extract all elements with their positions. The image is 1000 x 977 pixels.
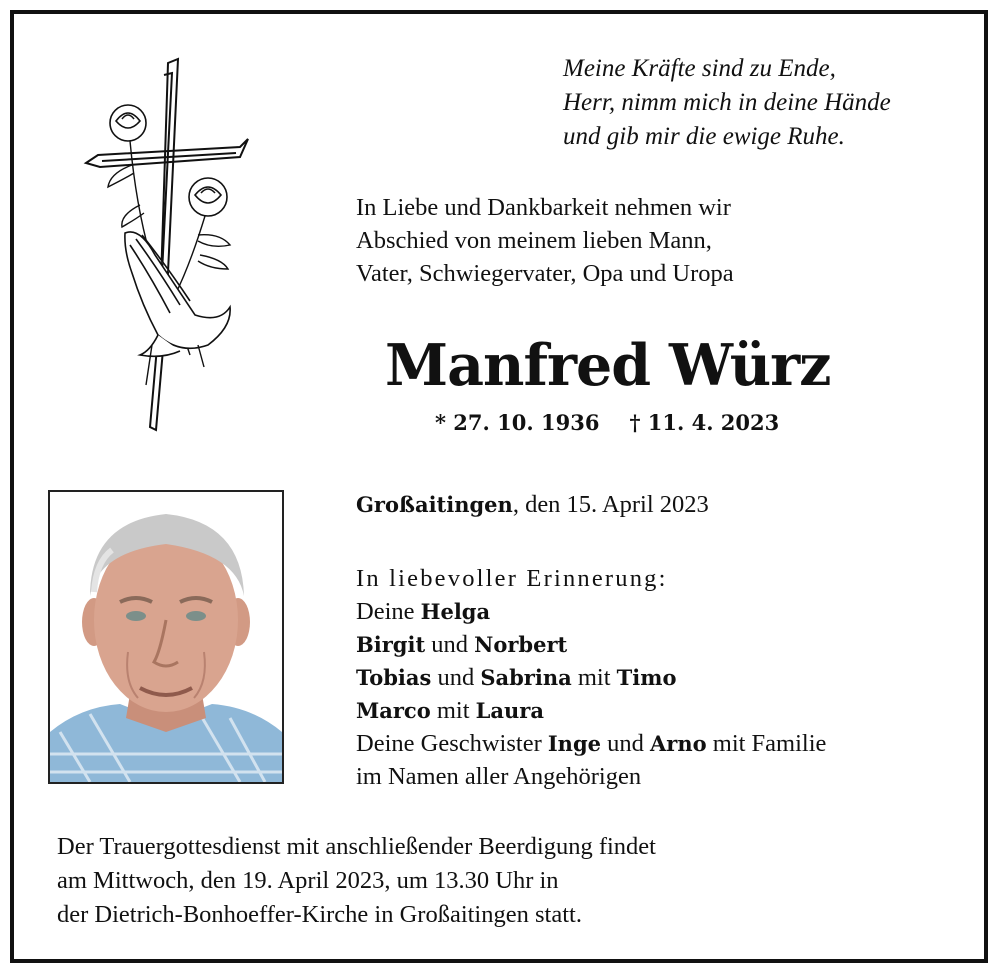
funeral-service-notice <box>57 830 957 932</box>
deceased-name: Manfred Würz <box>385 332 831 399</box>
intro-line: In Liebe und Dankbarkeit nehmen wir <box>356 194 731 221</box>
portrait-photo <box>48 490 284 784</box>
mourner-text: und <box>425 631 475 658</box>
service-line: am Mittwoch, den 19. April 2023, um 13.30 Uhr in <box>57 867 559 894</box>
mourners-list <box>356 562 976 793</box>
mourner-line <box>356 595 976 628</box>
mourner-name: Norbert <box>474 632 568 657</box>
mourner-name: Helga <box>420 599 491 624</box>
cross-with-roses-icon <box>80 55 250 435</box>
mourner-line <box>356 727 976 760</box>
intro-line: Abschied von meinem lieben Mann, <box>356 227 712 254</box>
mourner-name: Laura <box>475 698 544 723</box>
mourner-name: Tobias <box>356 665 432 690</box>
life-dates <box>435 406 855 440</box>
poem-line: Meine Kräfte sind zu Ende, <box>563 55 836 82</box>
intro-text <box>356 191 956 290</box>
mourner-name: Birgit <box>356 632 426 657</box>
place-date <box>356 488 956 521</box>
poem-line: und gib mir die ewige Ruhe. <box>563 123 845 150</box>
mourner-name: Marco <box>356 698 431 723</box>
mourner-text: im Namen aller Angehörigen <box>356 763 642 790</box>
mourner-text: Deine Geschwister <box>356 730 548 757</box>
place-name: Großaitingen <box>356 492 513 517</box>
death-date: † 11. 4. 2023 <box>629 410 780 435</box>
mourners-heading: In liebevoller Erinnerung: <box>356 565 668 592</box>
mourner-line <box>356 628 976 661</box>
birth-date: * 27. 10. 1936 <box>435 410 600 435</box>
portrait-image <box>50 492 282 782</box>
poem-verse <box>563 52 983 154</box>
mourner-name: Inge <box>547 731 601 756</box>
mourner-text: Deine <box>356 598 421 625</box>
letter-date: , den 15. April 2023 <box>512 491 709 518</box>
mourner-line <box>356 694 976 727</box>
mourner-text: und <box>431 664 481 691</box>
mourner-line <box>356 760 976 793</box>
mourner-line <box>356 661 976 694</box>
mourner-text: mit Familie <box>706 730 827 757</box>
mourner-name: Arno <box>650 731 707 756</box>
poem-line: Herr, nimm mich in deine Hände <box>563 89 891 116</box>
mourner-text: mit <box>430 697 476 724</box>
mourner-text: und <box>601 730 650 757</box>
mourner-name: Timo <box>616 665 677 690</box>
service-line: der Dietrich-Bonhoeffer-Kirche in Großaitingen statt. <box>57 901 582 928</box>
service-line: Der Trauergottesdienst mit anschließender Beerdigung findet <box>57 833 656 860</box>
intro-line: Vater, Schwiegervater, Opa und Uropa <box>356 260 734 287</box>
mourner-text: mit <box>571 664 617 691</box>
mourner-name: Sabrina <box>480 665 572 690</box>
